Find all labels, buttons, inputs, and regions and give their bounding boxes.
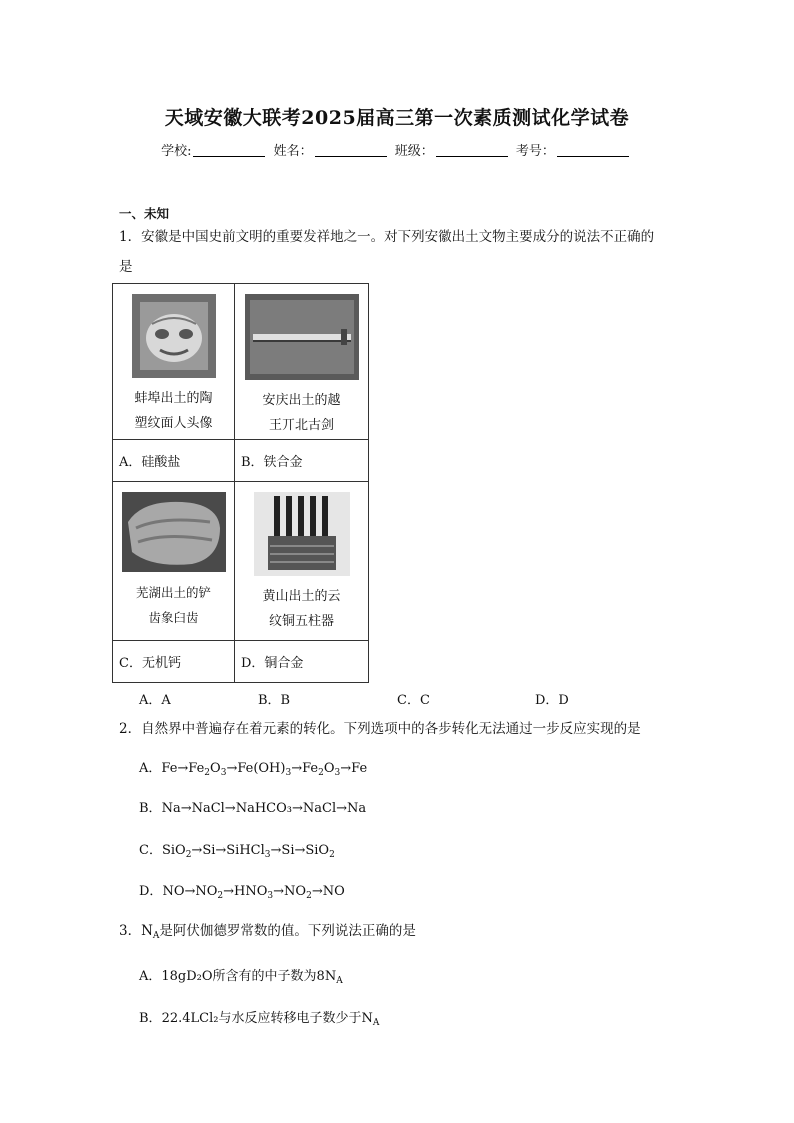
name-blank[interactable]	[315, 144, 387, 157]
q1-choice-c[interactable]: C．C	[397, 693, 430, 708]
q1-artifact-table	[112, 283, 369, 683]
q1-choice-a[interactable]: A．A	[139, 693, 171, 708]
q3-option-b[interactable]: B．22.4LCl₂与水反应转移电子数少于$N_A$	[139, 1011, 380, 1028]
artifact-cell-c	[113, 482, 235, 641]
q1-text-line2: 是	[119, 259, 133, 275]
avogadro-symbol: $N_A$	[141, 923, 160, 941]
option-b-cell: B．铁合金	[235, 440, 369, 482]
elephant-molar-image	[122, 492, 226, 572]
option-d-cell: D．铜合金	[235, 641, 369, 683]
school-blank[interactable]	[193, 144, 265, 157]
q2-option-c-formula: SiO$_2$→Si→SiHCl$_3$→Si→SiO$_2$	[161, 843, 335, 860]
q3-text: 3．$N_A$是阿伏伽德罗常数的值。下列说法正确的是	[119, 923, 416, 941]
artifact-c-caption: 芜湖出土的铲 齿象臼齿	[135, 585, 211, 625]
name-label: 姓名：	[273, 144, 313, 159]
student-info-line	[0, 140, 794, 159]
q1-choice-b[interactable]: B．B	[258, 693, 291, 708]
class-blank[interactable]	[436, 144, 508, 157]
pottery-head-image	[132, 294, 216, 378]
q2-option-d[interactable]: D．$NO\to NO_2\to HNO_3\to NO_2\to NO$	[139, 884, 345, 901]
artifact-a-caption: 蚌埠出土的陶 塑纹面人头像	[134, 391, 213, 431]
q2-option-a-formula: $Fe\to Fe_2O_3\to Fe(OH)_3\to Fe_2O_3\to Fe$	[161, 761, 368, 778]
q2-option-c[interactable]: C．SiO$_2$→Si→SiHCl$_3$→Si→SiO$_2$	[139, 843, 335, 860]
option-a-cell: A．硅酸盐	[113, 440, 235, 482]
number-blank[interactable]	[557, 144, 629, 157]
q1-choice-d[interactable]: D．D	[535, 693, 569, 708]
q2-option-a[interactable]: A．$Fe\to Fe_2O_3\to Fe(OH)_3\to Fe_2O_3\to Fe$	[139, 761, 368, 778]
q2-option-d-formula: $NO\to NO_2\to HNO_3\to NO_2\to NO$	[162, 884, 345, 901]
class-label: 班级：	[394, 144, 434, 159]
school-label: 学校:	[161, 144, 192, 159]
artifact-cell-b	[235, 284, 369, 440]
artifact-cell-a	[113, 284, 235, 440]
q1-text-line1: 1．安徽是中国史前文明的重要发祥地之一。对下列安徽出土文物主要成分的说法不正确的	[119, 229, 655, 245]
page-title: 天域安徽大联考2025届高三第一次素质测试化学试卷	[164, 107, 630, 129]
artifact-cell-d	[235, 482, 369, 641]
bronze-five-pillar-image	[254, 492, 350, 576]
artifact-b-caption: 安庆出土的越 王丌北古剑	[262, 393, 341, 433]
section-heading: 一、未知	[119, 206, 170, 221]
ancient-sword-image	[245, 294, 359, 380]
option-c-cell: C．无机钙	[113, 641, 235, 683]
q2-text: 2．自然界中普遍存在着元素的转化。下列选项中的各步转化无法通过一步反应实现的是	[119, 721, 641, 737]
q3-option-a[interactable]: A．18gD₂O所含有的中子数为$8N_A$	[139, 969, 343, 986]
number-label: 考号：	[515, 144, 555, 159]
artifact-d-caption: 黄山出土的云 纹铜五柱器	[262, 589, 341, 629]
q2-option-b[interactable]: B．Na→NaCl→NaHCO₃→NaCl→Na	[139, 801, 367, 816]
q2-option-b-formula: Na→NaCl→NaHCO₃→NaCl→Na	[161, 801, 367, 816]
